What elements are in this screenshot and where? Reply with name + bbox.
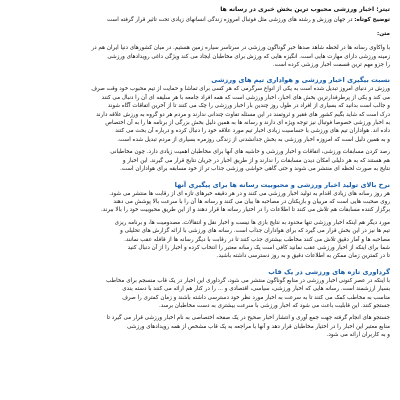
section-paragraph [10,85,390,144]
paragraph-line: داده اند. هواداران تیم های ورزشی با حساسیت زیادی اخبار تیم مورد علاقه خود را دنبال کرده و درباره آن بحث می کنند [115,128,390,135]
paragraph-line: روی صحبت هایی است که مربیان و بازیکنان در مصاحبه ها بیان می کنند و رسانه ها آن را با سرعت بالا پوشش می دهند [113,198,390,205]
paragraph-line: تا در کمترین زمان ممکن به اطلاعات دقیق و به روز دسترسی داشته باشید. [216,253,390,260]
paragraph-line: زمینه ورزشی دارای مهارت هایی است. انگیزه هایی که ورزش برای مخاطبان ایجاد می کند ویژگی داغی رویدادهای ورزشی [107,53,390,60]
paragraph-line: را جزو مهم ترین قسمت اخبار ورزشی کرده است. [272,62,390,69]
paragraph-line: برگزار کننده مسابقات هم تلاش می کنند تا اطلاعات را در اختیار رسانه ها قرار دهند و از این طریق محبوبیت خود را بالا ببرند. [101,207,390,214]
document-title: تیتر: اخبار ورزشی محبوب ترین بخش خبری در رسانه ها [220,6,390,13]
paragraph-line: و به همین دلیل است که امروزه اخبار ورزشی به بخش جدانشدنی از زندگی روزمره بسیاری از مردم تبدیل شده است. [117,136,390,143]
section-paragraph [10,148,390,173]
paragraph-line: مورد دیگر هم اینکه اخبار ورزشی تنها محدود به نتایج بازی ها نیست و اخبار نقل و انتقالات، مصدومیت ها، و برنامه ریزی [114,219,390,226]
section-heading: نسبت بیگیری اخبار ورزشی و هواداری تیم های ورزشی [211,76,390,85]
paragraph-line: با اینکه در عصر کنونی اخبار ورزشی در منابع گوناگون منتشر می شود، گرداوری این اخبار در یک قاب منسجم برای مخاطب [106,277,390,284]
paragraph-line: رصد کردن مسابقات ورزشی، اتفاقات و اخبار ورزشی و حاشیه های آنها برای مخاطبان اهمیت زیادی دارد. چون مخاطبانی [110,149,390,156]
paragraph-line: جستجو کنند. این قابلیت باعث می شود که اخبار ورزشی با سرعت بیشتری به دست مخاطبان برسد. [158,302,390,309]
paragraph-line: و به کاربران ارائه می شود. [326,332,390,339]
paragraph-line: جستجو های انجام گرفته جهت جمع آوری و انتشار اخبار صحیح در یک صفحه اختصاصی به نام اخبار ورزشی قرار می گیرد تا [106,315,390,322]
paragraph-line: بسیار ارزشمند است. رسانه هایی که اخبار ورزشی، سیاسی، اقتصادی و ... را در کنار هم ارائه می کنند با دسته بندی [122,286,390,293]
summary-text: در جهان ورزش و رشته های ورزشی مثل فوتبال امروزه زندگی انسانهای زیادی تحت تاثیر قرار گرفته است [107,17,353,24]
section-paragraph [10,219,390,261]
paragraph-line: می کند و یکی از پرطرفدارترین بخش های اخبار، اخبار ورزشی است که همه افراد جامعه با هر سلیقه ای آن را دنبال می کنند [101,94,390,101]
section-heading: نرخ بالای تولید اخبار ورزشی و محبوبیت رسانه ها برای پیگیری آنها [174,180,390,189]
paragraph-line: تیم ها نیز در این بخش قرار می گیرد که برای هواداران جذاب است. رسانه های ورزشی با ارائه گزارش های تحلیلی و [120,228,390,235]
section-paragraph [10,314,390,339]
paragraph-line: هم هستند که به هر دلیلی امکان دیدن مسابقات را ندارند و از طریق اخبار در جریان نتایج قرار می گیرند. این اخبار و [122,157,390,164]
paragraph-line: هر روز رسانه های زیادی اقدام به تولید اخبار ورزشی می کنند و در هر دقیقه خبرهای تازه ای از رقابت ها منتشر می شود. [109,190,390,197]
paragraph-line: مصاحبه ها و آمار دقیق تلاش می کنند مخاطب بیشتری جذب کنند تا در رقابت با دیگر رسانه ها از قافله عقب نمانند. [124,236,390,243]
section-paragraph [10,190,390,215]
paragraph-line: درک است که شاید بگیم کشور های فقیر و ثروتمند در این مسئله تفاوت چندانی ندارند و مردم هر دو گروه به ورزش علاقه دارند [96,111,390,118]
paragraph-line: و جالب است بدانید که بسیاری از افراد در طول روز چندین بار اخبار ورزشی را چک می کنند تا از آخرین اتفاقات آگاه شوند [107,103,390,110]
paragraph-line: ورزش در دنیای امروز تبدیل شده است به یکی از انواع سرگرمی که هر کسی برای تماشا و حمایت از تیم محبوب خود وقت صرف [91,86,390,93]
body-label: متن: [376,30,390,37]
paragraph-line: به اخبار ورزشی خصوصا فوتبال نیز توجه ویژه ای دارند و رسانه ها به همین دلیل بخش بزرگی از برنامه ها را به آن اختصاص [105,120,390,127]
paragraph-line: شما برای اینکه از اخبار ورزشی عقب نمانید کافی است یک رسانه معتبر را انتخاب کرده و اخبار را از آن دنبال کنید [127,244,390,251]
summary-label: توضیح کوتاه: [354,17,390,24]
paragraph-line: مناسب به مخاطب کمک می کنند تا به سرعت به اخبار مورد نظر خود دسترسی داشته باشند و زمان کمتری را صرف [122,294,390,301]
section-heading: گرداوری تازه های ورزشی در یک قاب [268,267,390,276]
summary [10,16,390,24]
paragraph-line: منابع معتبر این اخبار را در اختیار مخاطبان قرار دهد و آنها با مراجعه به یک قاب مشخص از همه رویدادهای ورزشی [126,323,390,330]
paragraph-line: با واکاوی رسانه ها در لحظه شاهد صدها خبر گوناگون ورزشی در سرتاسر سیاره زمین هستیم. در میان کشورهای دنیا ایران هم در [91,45,390,52]
paragraph-line: نتایج به صورت لحظه ای منتشر می شوند و حتی گاهی حواشی ورزشی جذاب تر از خود مسابقه برای هواداران است. [120,166,390,173]
section-paragraph [10,277,390,311]
intro-paragraph [10,44,390,69]
